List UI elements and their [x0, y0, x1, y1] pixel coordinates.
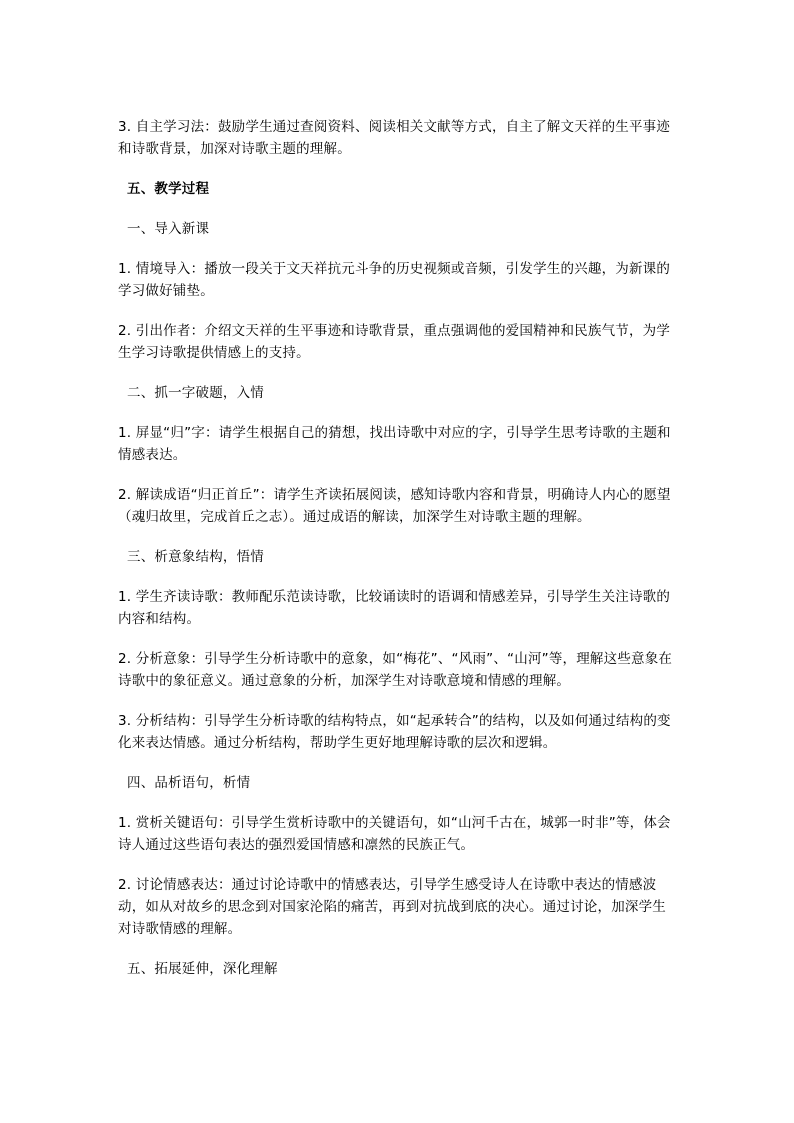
paragraph-self-study-method: 3. 自主学习法：鼓励学生通过查阅资料、阅读相关文献等方式，自主了解文天祥的生平事迹和诗歌背景，加深对诗歌主题的理解。: [118, 119, 671, 157]
paragraph-show-character: 1. 屏显“归”字：请学生根据自己的猜想，找出诗歌中对应的字，引导学生思考诗歌的主题和情感表达。: [118, 425, 671, 463]
section-heading-teaching-process: 五、教学过程: [127, 181, 210, 197]
paragraph-emotion-discussion: 2. 讨论情感表达：通过讨论诗歌中的情感表达，引导学生感受诗人在诗歌中表达的情感波动，如从对故乡的思念到对国家沦陷的痛苦，再到对抗战到底的决心。通过讨论，加深学生对诗歌情感的理解。: [118, 877, 666, 937]
paragraph-interpret-idiom: 2. 解读成语“归正首丘”：请学生齐读拓展阅读，感知诗歌内容和背景，明确诗人内心的愿望（魂归故里，完成首丘之志）。通过成语的解读，加深学生对诗歌主题的理解。: [118, 487, 671, 525]
paragraph-introduce-author: 2. 引出作者：介绍文天祥的生平事迹和诗歌背景，重点强调他的爱国精神和民族气节，为学生学习诗歌提供情感上的支持。: [118, 323, 671, 361]
document-body: [118, 116, 678, 998]
subheading-break-title: 二、抓一字破题，入情: [127, 385, 264, 401]
paragraph-analyze-structure: 3. 分析结构：引导学生分析诗歌的结构特点，如“起承转合”的结构，以及如何通过结构的变化来表达情感。通过分析结构，帮助学生更好地理解诗歌的层次和逻辑。: [118, 713, 671, 751]
paragraph-read-poem: 1. 学生齐读诗歌：教师配乐范读诗歌，比较诵读时的语调和情感差异，引导学生关注诗歌的内容和结构。: [118, 589, 671, 627]
subheading-analyze-sentences: 四、品析语句，析情: [127, 775, 251, 791]
paragraph-analyze-imagery: 2. 分析意象：引导学生分析诗歌中的意象，如“梅花”、“风雨”、“山河”等，理解这些意象在诗歌中的象征意义。通过意象的分析，加深学生对诗歌意境和情感的理解。: [118, 651, 673, 689]
paragraph-situational-intro: 1. 情境导入：播放一段关于文天祥抗元斗争的历史视频或音频，引发学生的兴趣，为新课的学习做好铺垫。: [118, 261, 671, 299]
subheading-introduce-lesson: 一、导入新课: [127, 221, 210, 237]
subheading-extension: 五、拓展延伸，深化理解: [127, 961, 278, 977]
subheading-analyze-imagery: 三、析意象结构，悟情: [127, 549, 264, 565]
paragraph-key-sentences: 1. 赏析关键语句：引导学生赏析诗歌中的关键语句，如“山河千古在，城郭一时非”等，体会诗人通过这些语句表达的强烈爱国情感和凛然的民族正气。: [118, 815, 671, 853]
